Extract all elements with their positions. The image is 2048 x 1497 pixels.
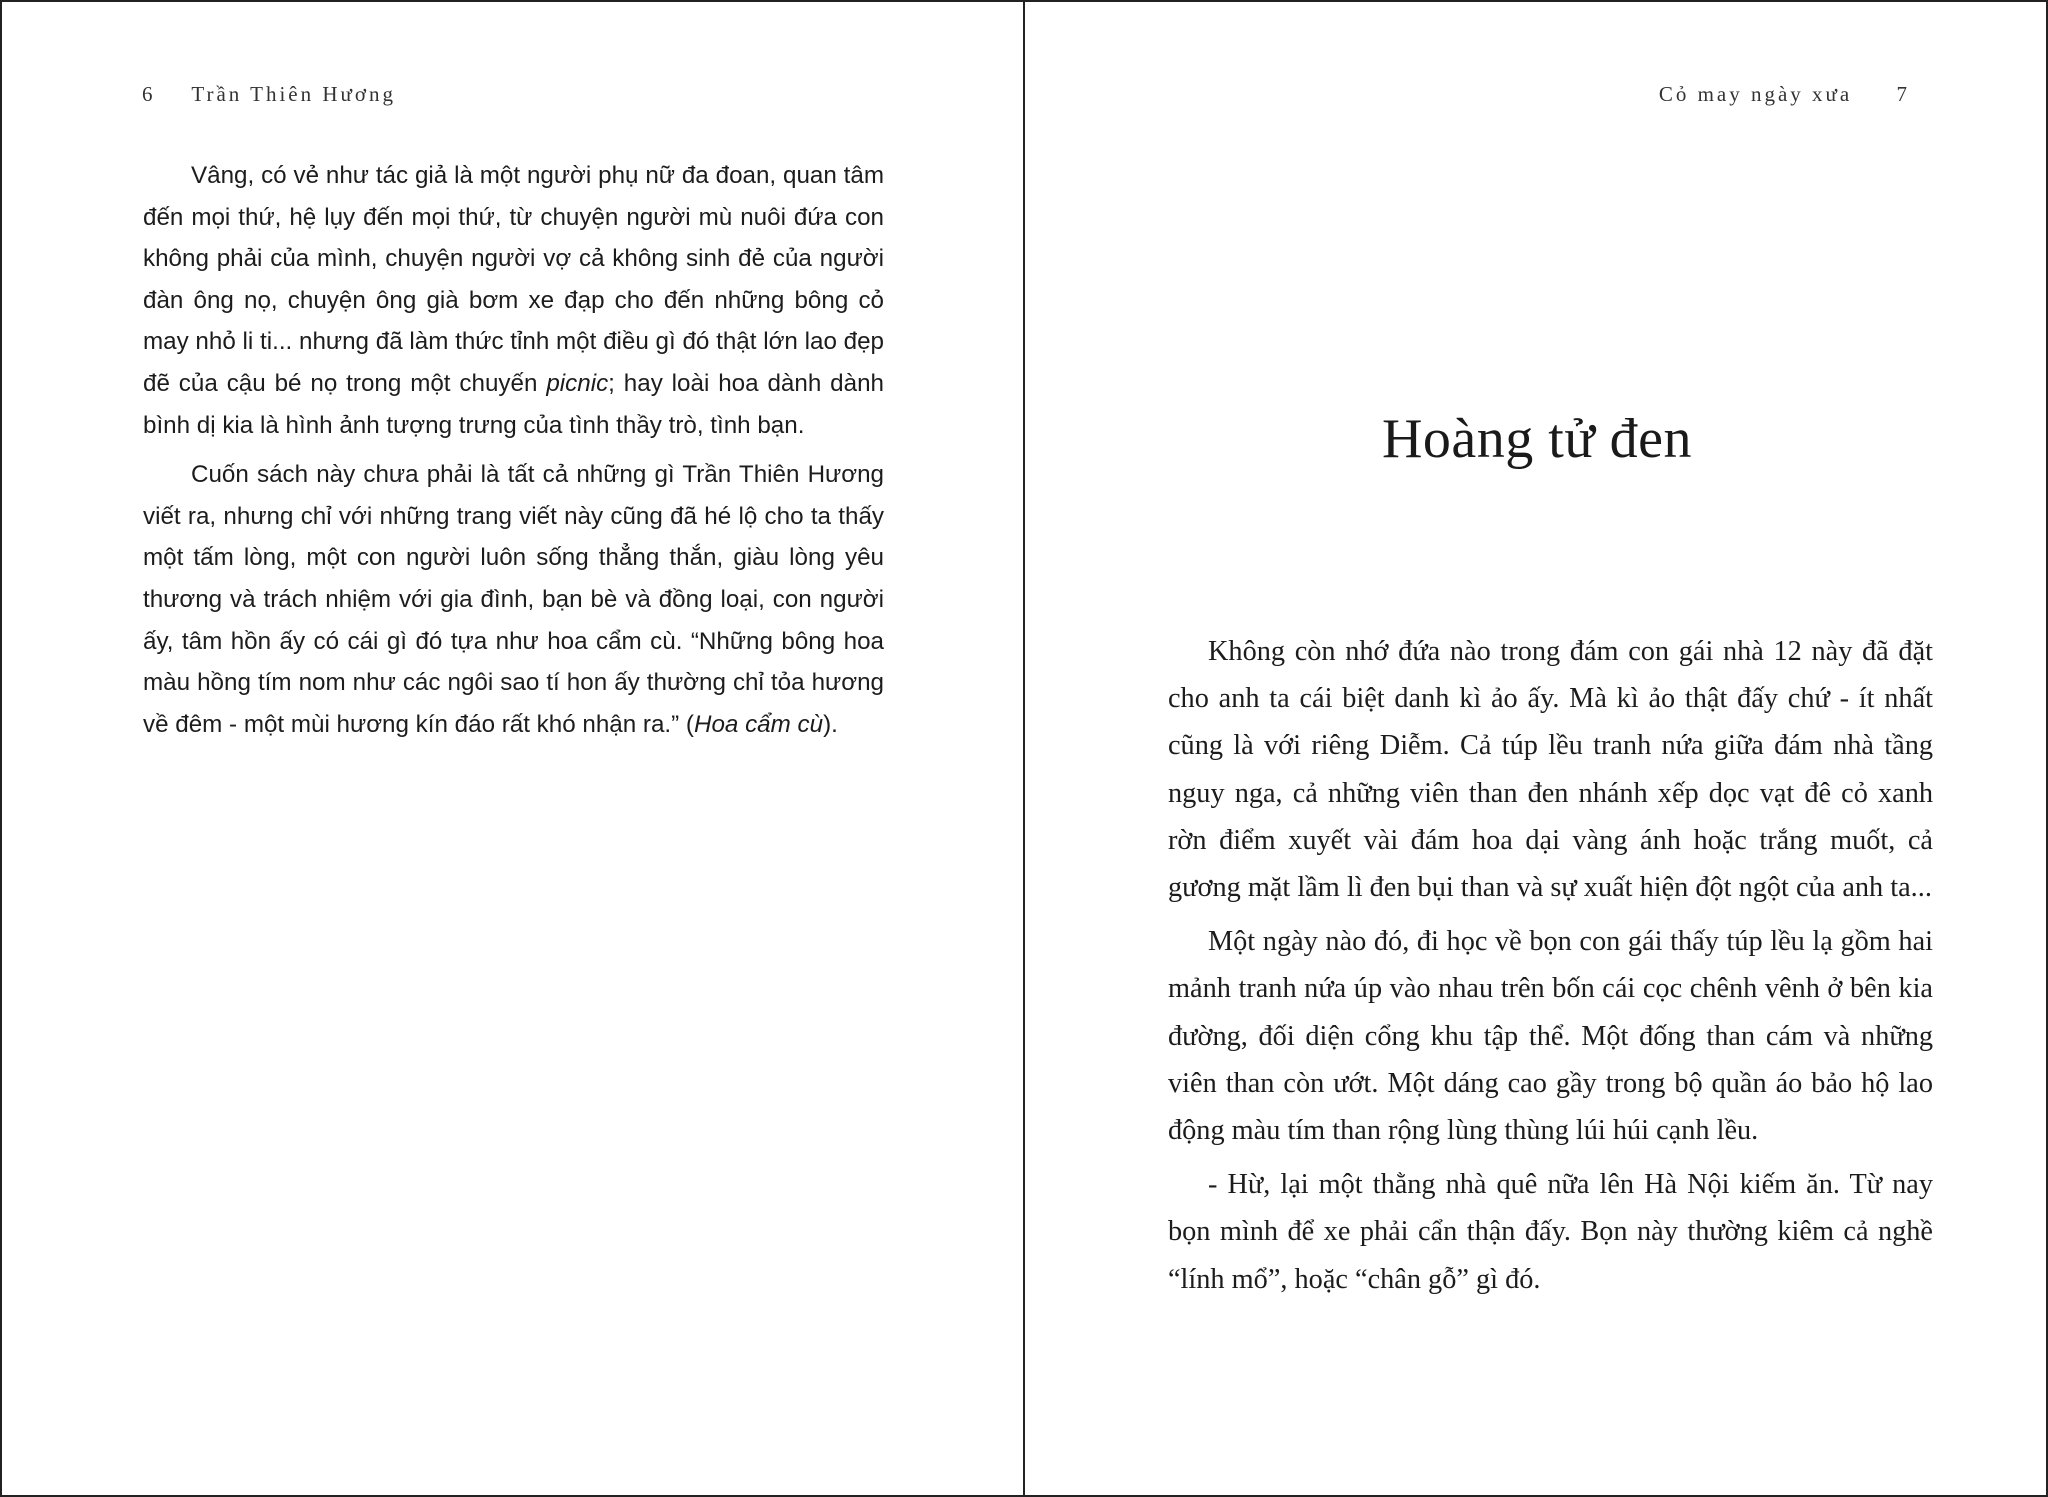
right-page-number: 7 <box>1896 82 1910 106</box>
right-paragraph: Một ngày nào đó, đi học về bọn con gái thấy túp lều lạ gồm hai mảnh tranh nứa úp vào nhau trên bốn cái cọc chênh vênh ở bên kia đường, đối diện cổng khu tập thể. Một đống than cám và những viên than còn ướt. Một dáng cao gầy trong bộ quần áo bảo hộ lao động màu tím than rộng lùng thùng lúi húi cạnh lều. <box>1168 926 1933 1147</box>
left-paragraph <box>143 155 884 446</box>
right-page <box>1026 2 2048 1495</box>
left-paragraph <box>143 454 884 745</box>
chapter-title: Hoàng tử đen <box>1381 408 1693 470</box>
left-page <box>2 2 1024 1495</box>
left-body-text <box>143 155 884 753</box>
right-paragraph: - Hừ, lại một thằng nhà quê nữa lên Hà Nội kiếm ăn. Từ nay bọn mình để xe phải cẩn thận đấy. Bọn này thường kiêm cả nghề “lính mổ”, hoặc “chân gỗ” gì đó. <box>1168 1169 1933 1295</box>
right-paragraph: Không còn nhớ đứa nào trong đám con gái nhà 12 này đã đặt cho anh ta cái biệt danh kì ảo ấy. Mà kì ảo thật đấy chứ - ít nhất cũng là với riêng Diễm. Cả túp lều tranh nứa giữa đám nhà tầng nguy nga, cả những viên than đen nhánh xếp dọc vạt đê cỏ xanh rờn điểm xuyết vài đám hoa dại vàng ánh hoặc trắng muốt, cả gương mặt lầm lì đen bụi than và sự xuất hiện đột ngột của anh ta... <box>1168 636 1933 904</box>
text-run: Cuốn sách này chưa phải là tất cả những gì Trần Thiên Hương viết ra, nhưng chỉ với những trang viết này cũng đã hé lộ cho ta thấy một tấm lòng, một con người luôn sống thẳng thắn, giàu lòng yêu thương và trách nhiệm với gia đình, bạn bè và đồng loại, con người ấy, tâm hồn ấy có cái gì đó tựa như hoa cẩm cù. “Những bông hoa màu hồng tím nom như các ngôi sao tí hon ấy thường chỉ tỏa hương về đêm - một mùi hương kín đáo rất khó nhận ra.” ( <box>143 461 884 738</box>
text-run: ). <box>823 710 838 738</box>
left-running-header <box>142 82 396 107</box>
text-run: ; hay loài hoa dành dành bình dị kia là hình ảnh tượng trưng của tình thầy trò, tình bạn. <box>143 369 884 439</box>
left-header-author: Trần Thiên Hương <box>191 82 397 106</box>
italic-text-run: picnic <box>546 369 609 397</box>
left-page-number: 6 <box>142 82 156 106</box>
right-header-book-title: Cỏ may ngày xưa <box>1658 82 1853 106</box>
text-run: Vâng, có vẻ như tác giả là một người phụ nữ đa đoan, quan tâm đến mọi thứ, hệ lụy đến mọi thứ, từ chuyện người mù nuôi đứa con không phải của mình, chuyện người vợ cả không sinh đẻ của người đàn ông nọ, chuyện ông già bơm xe đạp cho đến những bông cỏ may nhỏ li ti... nhưng đã làm thức tỉnh một điều gì đó thật lớn lao đẹp đẽ của cậu bé nọ trong một chuyến <box>143 162 884 397</box>
page-gutter-divider <box>1023 2 1025 1495</box>
right-body-text <box>1168 628 1933 1310</box>
italic-text-run: Hoa cẩm cù <box>694 710 824 738</box>
right-running-header <box>1659 82 1910 107</box>
